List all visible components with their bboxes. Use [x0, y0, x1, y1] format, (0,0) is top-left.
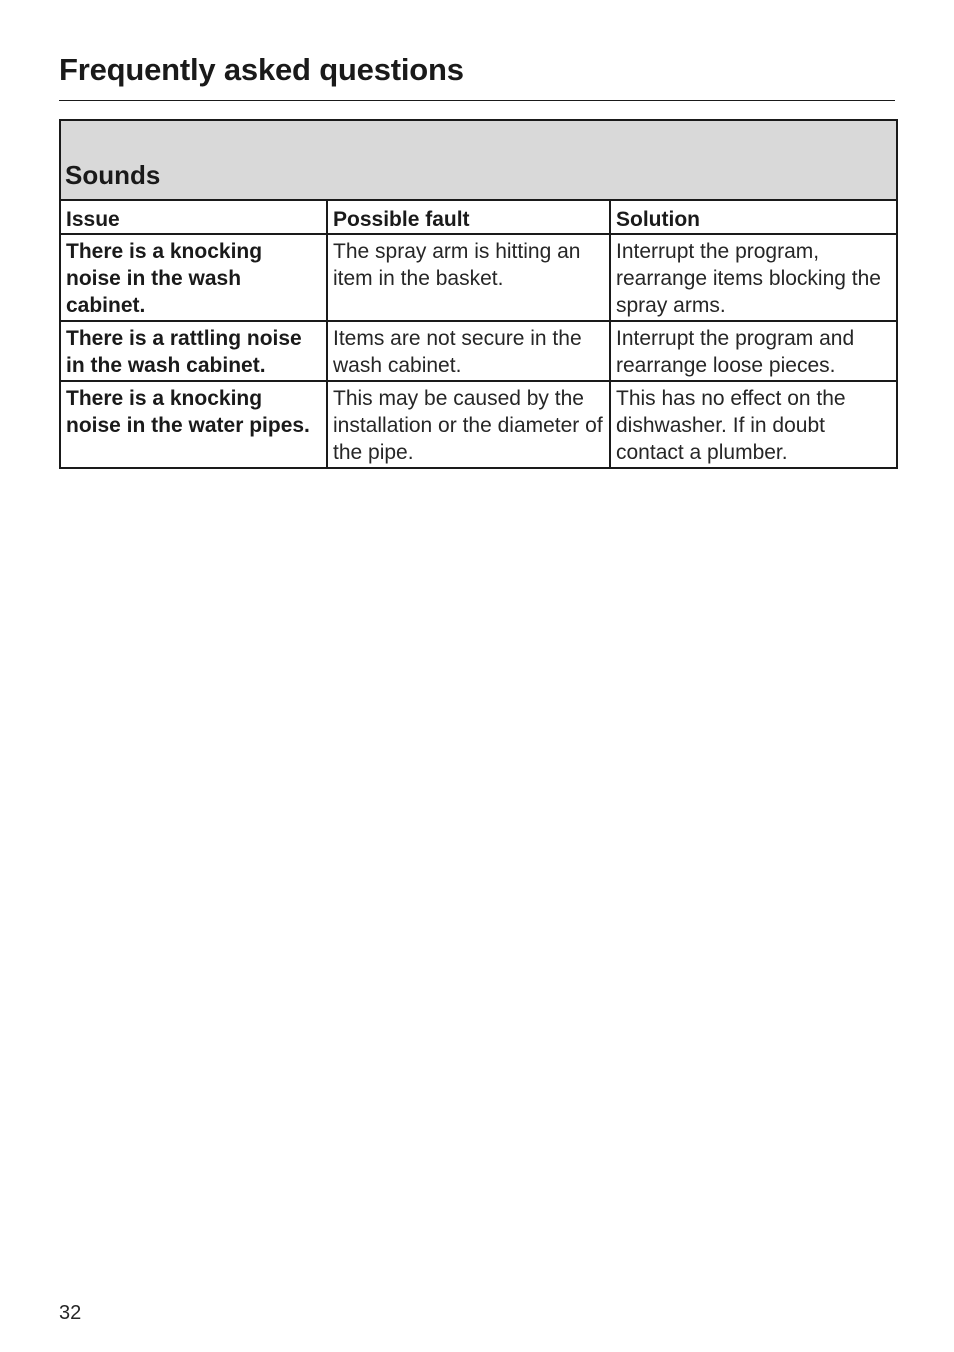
table-row	[60, 234, 897, 321]
column-header-solution: Solution	[610, 200, 897, 234]
fault-cell: The spray arm is hitting an item in the basket.	[327, 234, 610, 321]
solution-cell: Interrupt the program and rearrange loose pieces.	[610, 321, 897, 381]
section-header-row	[60, 120, 897, 200]
solution-cell: Interrupt the program, rearrange items blocking the spray arms.	[610, 234, 897, 321]
title-divider	[59, 100, 895, 101]
table-row	[60, 321, 897, 381]
fault-cell: Items are not secure in the wash cabinet.	[327, 321, 610, 381]
column-header-row	[60, 200, 897, 234]
page-number: 32	[59, 1302, 82, 1324]
faq-table	[59, 119, 898, 469]
column-header-issue: Issue	[60, 200, 327, 234]
issue-cell: There is a knocking noise in the water pipes.	[60, 381, 327, 468]
section-title: Sounds	[60, 120, 897, 200]
issue-cell: There is a knocking noise in the wash cabinet.	[60, 234, 327, 321]
column-header-possible-fault: Possible fault	[327, 200, 610, 234]
solution-cell: This has no effect on the dishwasher. If in doubt contact a plumber.	[610, 381, 897, 468]
fault-cell: This may be caused by the installation or the diameter of the pipe.	[327, 381, 610, 468]
table-row	[60, 381, 897, 468]
page-title: Frequently asked questions	[59, 52, 464, 87]
issue-cell: There is a rattling noise in the wash cabinet.	[60, 321, 327, 381]
